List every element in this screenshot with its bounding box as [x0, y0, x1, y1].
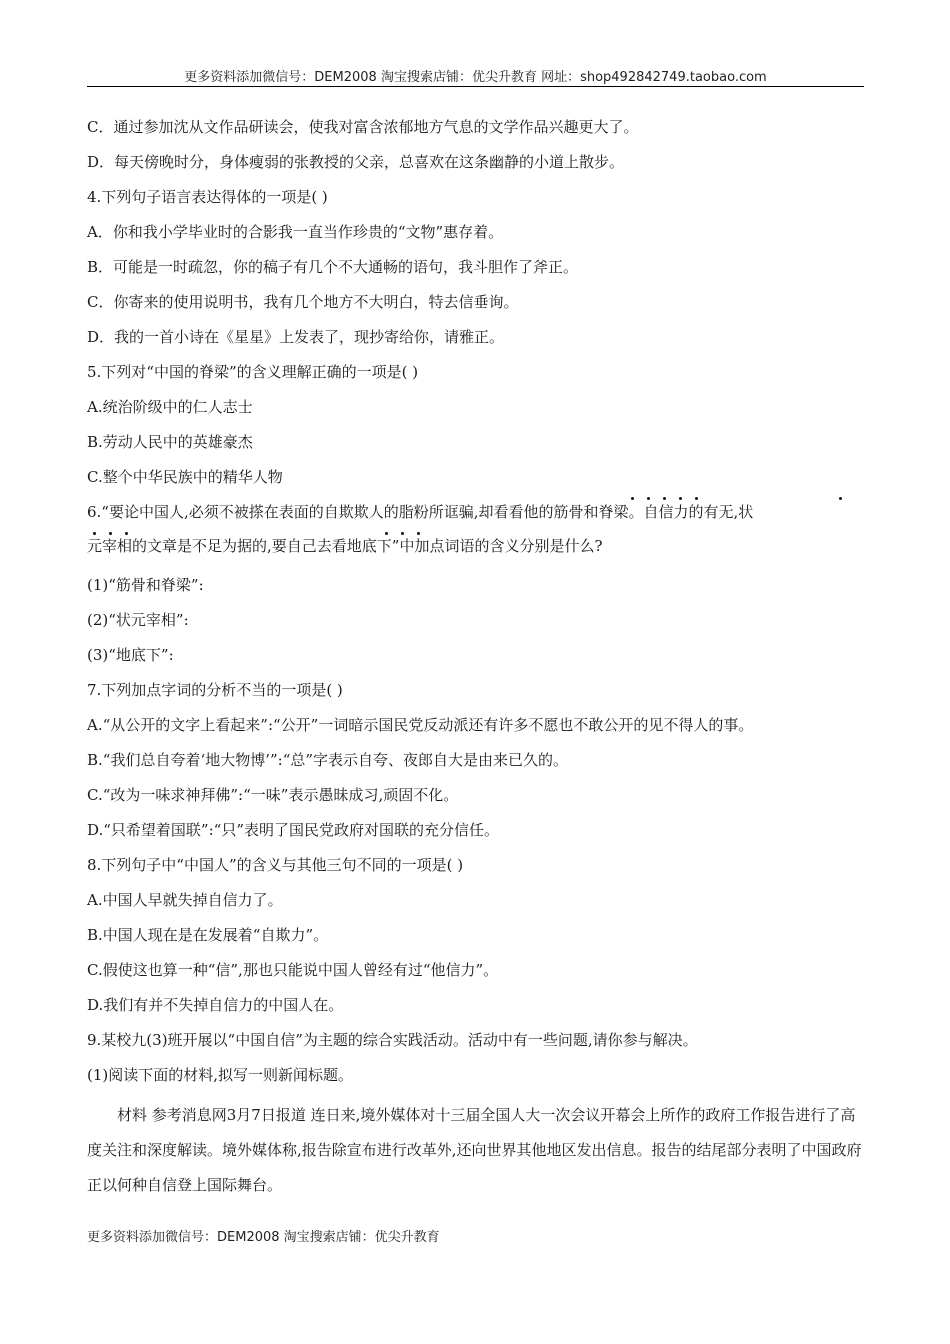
option-8b: B.中国人现在是在发展着“自欺力”。: [87, 926, 329, 944]
emphasis-dot: [679, 497, 682, 500]
emphasis-dot: [109, 532, 112, 535]
option-7c: C.“改为一味求神拜佛”:“一味”表示愚昧成习,顽固不化。: [87, 786, 459, 804]
option-4b: B．可能是一时疏忽，你的稿子有几个不大通畅的语句，我斗胆作了斧正。: [87, 258, 579, 276]
answer-6-1: (1)“筋骨和脊梁”:: [87, 576, 204, 594]
option-3c: C．通过参加沈从文作品研读会，使我对富含浓郁地方气息的文学作品兴趣更大了。: [87, 118, 639, 136]
emphasis-dot: [647, 497, 650, 500]
option-5b: B.劳动人民中的英雄豪杰: [87, 433, 253, 451]
emphasis-dot: [663, 497, 666, 500]
emphasis-dot: [417, 532, 420, 535]
option-7a: A.“从公开的文字上看起来”:“公开”一词暗示国民党反动派还有许多不愿也不敢公开的见不得人的事。: [87, 716, 754, 734]
emphasis-dot: [631, 497, 634, 500]
page-header: 更多资料添加微信号：DEM2008 淘宝搜索店铺：优尖升教育 网址：shop492842749.taobao.com: [184, 70, 767, 85]
question-6-line2: [87, 531, 864, 570]
question-6-line1: [87, 497, 864, 531]
option-8c: C.假使这也算一种“信”,那也只能说中国人曾经有过“他信力”。: [87, 961, 499, 979]
emphasis-dot: [695, 497, 698, 500]
question-9: 9.某校九(3)班开展以“中国自信”为主题的综合实践活动。活动中有一些问题,请你参与解决。: [87, 1031, 698, 1049]
emphasis-dot: [385, 532, 388, 535]
option-4c: C．你寄来的使用说明书，我有几个地方不大明白，特去信垂询。: [87, 293, 519, 311]
question-6-text-2: 元宰相的文章是不足为据的,要自己去看地底下”中加点词语的含义分别是什么?: [87, 537, 603, 555]
emphasis-dot: [93, 532, 96, 535]
page-footer: 更多资料添加微信号：DEM2008 淘宝搜索店铺：优尖升教育: [87, 1230, 440, 1245]
question-6-text-1: 6.“要论中国人,必须不被搽在表面的自欺欺人的脂粉所诓骗,却看看他的筋骨和脊梁。自信力的有无,状: [87, 503, 754, 521]
answer-6-3: (3)“地底下”:: [87, 646, 174, 664]
option-8d: D.我们有并不失掉自信力的中国人在。: [87, 996, 344, 1014]
answer-6-2: (2)“状元宰相”:: [87, 611, 189, 629]
question-8: 8.下列句子中“中国人”的含义与其他三句不同的一项是( ): [87, 856, 464, 874]
option-5c: C.整个中华民族中的精华人物: [87, 468, 283, 486]
material-paragraph: 材料 参考消息网3月7日报道 连日来,境外媒体对十三届全国人大一次会议开幕会上所作的政府工作报告进行了高度关注和深度解读。境外媒体称,报告除宣布进行改革外,还向世界其他地区发出信息。报告的结尾部分表明了中国政府正以何种自信登上国际舞台。: [87, 1106, 862, 1194]
option-4d: D．我的一首小诗在《星星》上发表了，现抄寄给你，请雅正。: [87, 328, 505, 346]
question-5: 5.下列对“中国的脊梁”的含义理解正确的一项是( ): [87, 363, 419, 381]
option-4a: A．你和我小学毕业时的合影我一直当作珍贵的“文物”惠存着。: [87, 223, 504, 241]
emphasis-dot: [839, 497, 842, 500]
option-7d: D.“只希望着国联”:“只”表明了国民党政府对国联的充分信任。: [87, 821, 499, 839]
emphasis-dot: [125, 532, 128, 535]
document-body: [87, 112, 864, 1203]
option-8a: A.中国人早就失掉自信力了。: [87, 891, 283, 909]
emphasis-dot: [401, 532, 404, 535]
question-9-1: (1)阅读下面的材料,拟写一则新闻标题。: [87, 1066, 354, 1084]
option-5a: A.统治阶级中的仁人志士: [87, 398, 253, 416]
option-7b: B.“我们总自夸着‘地大物博’”:“总”字表示自夸、夜郎自大是由来已久的。: [87, 751, 569, 769]
header-divider: [87, 86, 864, 87]
question-7: 7.下列加点字词的分析不当的一项是( ): [87, 681, 343, 699]
option-3d: D．每天傍晚时分，身体瘦弱的张教授的父亲，总喜欢在这条幽静的小道上散步。: [87, 153, 625, 171]
question-4: 4.下列句子语言表达得体的一项是( ): [87, 188, 328, 206]
